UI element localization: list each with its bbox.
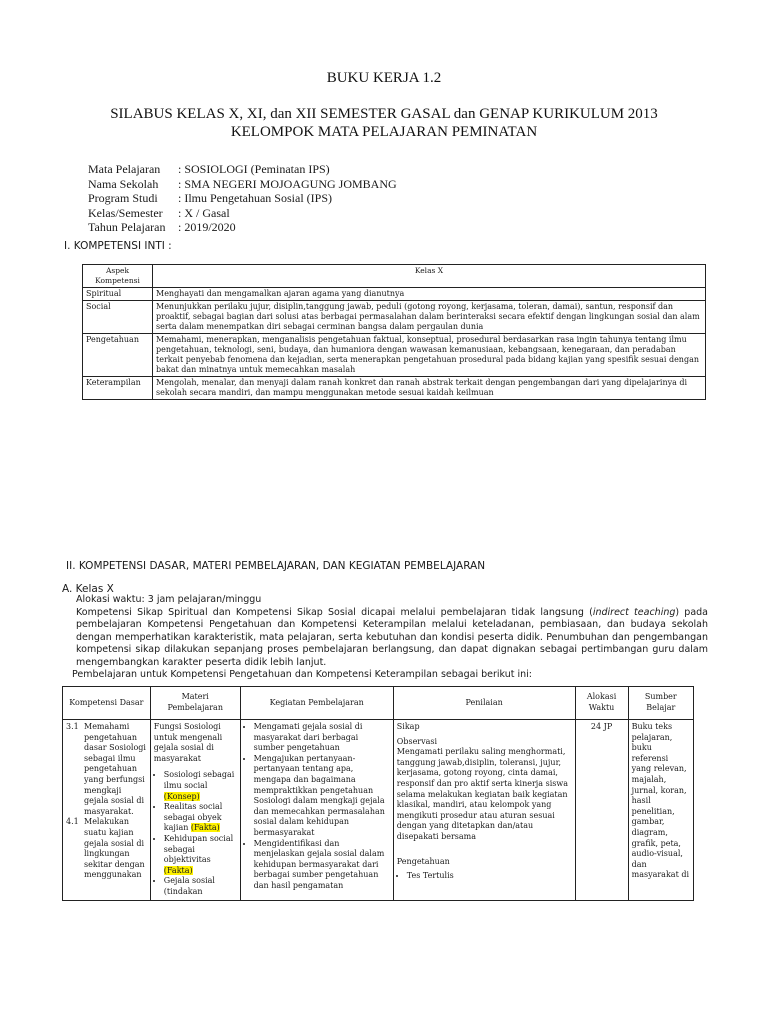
list-item bbox=[164, 834, 237, 876]
kompetensi-dasar-table bbox=[62, 686, 694, 901]
kd-item bbox=[66, 817, 147, 881]
alokasi-cell: 24 JP bbox=[575, 720, 628, 901]
column-header-alokasi: Alokasi Waktu bbox=[575, 687, 628, 720]
table-row bbox=[63, 720, 694, 901]
paragraph-pembelajaran: Pembelajaran untuk Kompetensi Pengetahuan dan Kompetensi Keterampilan sebagai berikut ini: bbox=[72, 669, 533, 680]
info-label: Kelas/Semester bbox=[88, 205, 163, 220]
paragraph-text: Kompetensi Sikap Spiritual dan Kompetensi Sikap Sosial dicapai melalui pembelajaran tidak langsung ( bbox=[76, 606, 593, 618]
materi-text: Gejala sosial (tindakan bbox=[163, 876, 215, 896]
list-item: • Tes Tertulis bbox=[407, 871, 572, 882]
subtitle-line-2: KELOMPOK MATA PELAJARAN PEMINATAN bbox=[230, 124, 538, 140]
list-item bbox=[164, 802, 237, 834]
sumber-cell: Buku teks pelajaran, buku referensi yang relevan, majalah, jurnal, koran, hasil penelitian, gambar, diagram, grafik, peta, audio-visual, dan masyarakat di bbox=[628, 720, 693, 901]
column-header-sumber: Sumber Belajar bbox=[628, 687, 693, 720]
table-row bbox=[83, 301, 706, 334]
info-label: Mata Pelajaran bbox=[88, 162, 161, 176]
aspek-cell: Social bbox=[83, 301, 153, 334]
info-row bbox=[88, 220, 397, 235]
kompetensi-cell: Memahami, menerapkan, menganalisis pengetahuan faktual, konseptual, prosedural berdasarkan rasa ingin tahunya tentang ilmu pengetahuan, teknologi, seni, budaya, dan humaniora dengan wawasan kemanusiaan, kebangsaan, kenegaraan, dan peradaban terkait penyebab fenomena dan kejadian, serta menerapkan pengetahuan prosedural pada bidang kajian yang spesifik sesuai dengan bakat dan minatnya untuk memecahkan masalah bbox=[153, 334, 706, 377]
kegiatan-list bbox=[244, 722, 390, 892]
kd-text: Melakukan suatu kajian gejala sosial di lingkungan sekitar dengan menggunakan bbox=[84, 817, 145, 880]
highlight-tag: (Konsep) bbox=[163, 791, 200, 801]
materi-text: Sosiologi sebagai ilmu social bbox=[163, 770, 235, 790]
info-row bbox=[88, 206, 397, 221]
penilaian-observasi: Observasi bbox=[396, 736, 438, 746]
info-value: : SOSIOLOGI (Peminatan IPS) bbox=[178, 162, 330, 176]
column-header-aspek: Aspek Kompetensi bbox=[83, 265, 153, 288]
table-row bbox=[83, 377, 706, 400]
identity-block bbox=[88, 162, 397, 235]
highlight-tag: (Fakta) bbox=[163, 865, 193, 875]
kd-cell bbox=[63, 720, 151, 901]
info-value: : X / Gasal bbox=[178, 205, 230, 220]
section-2-heading: II. KOMPETENSI DASAR, MATERI PEMBELAJARAN, DAN KEGIATAN PEMBELAJARAN bbox=[66, 560, 486, 572]
table-row bbox=[83, 334, 706, 377]
kd-item bbox=[66, 722, 147, 817]
penilaian-list bbox=[397, 871, 572, 882]
kompetensi-cell: Menunjukkan perilaku jujur, disiplin,tanggung jawab, peduli (gotong royong, kerjasama, toleran, damai), santun, responsif dan proaktif, sebagai bagian dari solusi atas berbagai permasalahan dalam berinteraksi secara efektif dengan lingkungan sosial dan alam serta dalam menempatkan diri sebagai cerminan bangsa dalam pergaulan dunia bbox=[153, 301, 706, 334]
paragraph-text: ) pada pembelajaran Kompetensi Pengetahuan dan Kompetensi Keterampilan melalui keteladanan, pembiasaan, dan budaya sekolah dengan memperhatikan karakteristik, mata pelajaran, serta kebutuhan dan kondisi peserta didik. Penumbuhan dan pengembangan kompetensi sikap dilakukan sepanjang proses pembelajaran berlangsung, dan dapat dignakan sebagai pertimbangan guru dalam mengembangkan karakter peserta didik lebih lanjut. bbox=[76, 606, 709, 668]
list-item bbox=[164, 770, 237, 802]
materi-list bbox=[154, 770, 237, 897]
info-row bbox=[88, 191, 397, 206]
kompetensi-cell: Menghayati dan mengamalkan ajaran agama yang dianutnya bbox=[153, 288, 706, 301]
info-value: : SMA NEGERI MOJOAGUNG JOMBANG bbox=[178, 176, 397, 191]
aspek-cell: Keterampilan bbox=[83, 377, 153, 400]
document-title: BUKU KERJA 1.2 bbox=[326, 70, 442, 86]
column-header-kelas: Kelas X bbox=[153, 265, 706, 288]
table-row bbox=[83, 288, 706, 301]
info-value: : 2019/2020 bbox=[178, 220, 236, 234]
document-subtitle bbox=[0, 105, 768, 141]
subsection-kelas-x: A. Kelas X bbox=[62, 583, 114, 595]
section-2-body bbox=[72, 594, 709, 682]
kd-number: 3.1 bbox=[66, 722, 79, 731]
list-item: • Mengamati gejala sosial di masyarakat dari berbagai sumber pengetahuan bbox=[254, 722, 390, 754]
kd-text: Memahami pengetahuan dasar Sosiologi sebagai ilmu pengetahuan yang berfungsi mengkaji gejala sosial di masyarakat. bbox=[84, 722, 146, 816]
list-item: • Mengidentifikasi dan menjelaskan gejala sosial dalam kehidupan bermasyarakat dari berbagai sumber pengetahuan dan hasil pengamatan bbox=[254, 839, 390, 892]
aspek-cell: Spiritual bbox=[83, 288, 153, 301]
info-label: Tahun Pelajaran bbox=[88, 220, 166, 234]
table-header-row bbox=[63, 687, 694, 720]
list-item bbox=[164, 876, 237, 897]
info-row bbox=[88, 162, 397, 177]
info-row bbox=[88, 177, 397, 192]
kegiatan-cell bbox=[240, 720, 393, 901]
info-label: Program Studi bbox=[88, 191, 158, 205]
table-header-row bbox=[83, 265, 706, 288]
section-1-heading: I. KOMPETENSI INTI : bbox=[64, 240, 172, 252]
materi-cell bbox=[150, 720, 240, 901]
column-header-penilaian: Penilaian bbox=[393, 687, 575, 720]
info-value: : Ilmu Pengetahuan Sosial (IPS) bbox=[178, 191, 332, 205]
column-header-kd: Kompetensi Dasar bbox=[63, 687, 151, 720]
alokasi-waktu: Alokasi waktu: 3 jam pelajaran/minggu bbox=[76, 594, 262, 605]
column-header-materi: Materi Pembelajaran bbox=[150, 687, 240, 720]
penilaian-text: Mengamati perilaku saling menghormati, tanggung jawab,disiplin, toleransi, jujur, kerjasama, gotong royong, cinta damai, responsif dan pro aktif serta kinerja siswa selama melakukan kegiatan baik kegiatan klasikal, mandiri, atau kelompok yang mengikuti prosedur atau aturan sesuai dengan yang ditetapkan dan/atau disepakati bersama bbox=[396, 747, 568, 841]
kd-number: 4.1 bbox=[66, 817, 79, 827]
paragraph-sikap bbox=[76, 607, 708, 670]
penilaian-sikap: Sikap bbox=[396, 722, 420, 731]
kompetensi-cell: Mengolah, menalar, dan menyaji dalam ranah konkret dan ranah abstrak terkait dengan pengembangan dari yang dipelajarinya di sekolah secara mandiri, dan mampu menggunakan metode sesuai kaidah keilmuan bbox=[153, 377, 706, 400]
highlight-tag: (Fakta) bbox=[190, 823, 220, 833]
aspek-cell: Pengetahuan bbox=[83, 334, 153, 377]
list-item: • Mengajukan pertanyaan-pertanyaan tentang apa, mengapa dan bagaimana mempraktikkan pengetahuan Sosiologi dalam mengkaji gejala dan memecahkan permasalahan sosial dalam kehidupan bermasyarakat bbox=[254, 754, 390, 839]
materi-text: Realitas social sebagai obyek kajian bbox=[163, 802, 223, 833]
penilaian-cell bbox=[393, 720, 575, 901]
subtitle-line-1: SILABUS KELAS X, XI, dan XII SEMESTER GASAL dan GENAP KURIKULUM 2013 bbox=[110, 106, 658, 122]
kompetensi-inti-table bbox=[82, 264, 706, 400]
penilaian-pengetahuan: Pengetahuan bbox=[396, 856, 450, 866]
info-label: Nama Sekolah bbox=[88, 176, 159, 191]
materi-intro: Fungsi Sosiologi untuk mengenali gejala sosial di masyarakat bbox=[153, 722, 223, 763]
paragraph-italic: indirect teaching bbox=[592, 606, 676, 618]
materi-text: Kehidupan social sebagai objektivitas bbox=[163, 833, 234, 865]
column-header-kegiatan: Kegiatan Pembelajaran bbox=[240, 687, 393, 720]
